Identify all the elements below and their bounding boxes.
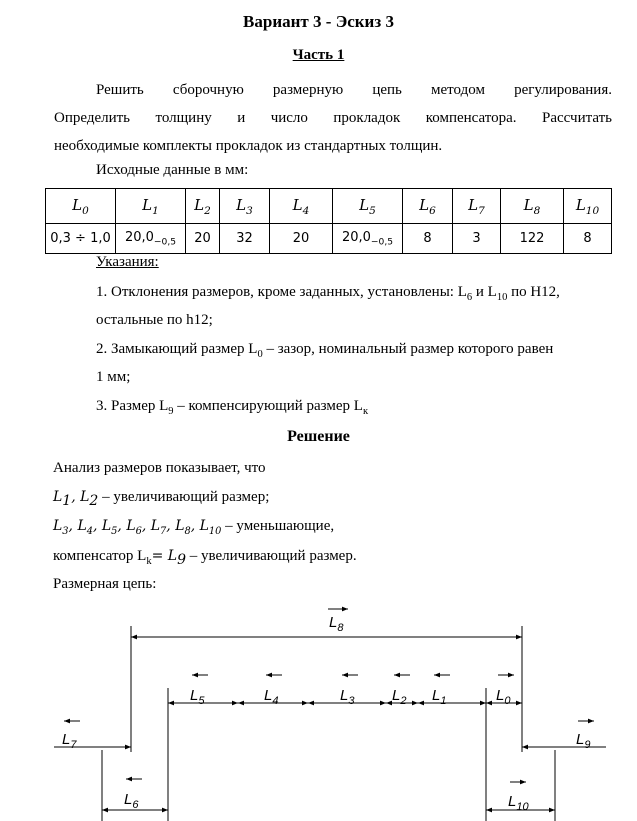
chain-label-l2: $L_2$ — [392, 687, 407, 707]
solution-line-2: $L_1$, $L_2$ – увеличивающий размер; — [53, 489, 270, 509]
chain-label-l9: $L_9$ — [576, 731, 591, 751]
chain-label-l0: $L_0$ — [496, 687, 511, 707]
part-heading: Часть 1 — [292, 47, 345, 63]
note-1-continued: остальные по h12; — [96, 312, 213, 328]
source-data-label: Исходные данные в мм: — [96, 162, 249, 178]
chain-label-l5: $L_5$ — [190, 687, 205, 707]
note-2-continued: 1 мм; — [96, 369, 131, 385]
note-1: 1. Отклонения размеров, кроме заданных, установлены: $L_6$ и $L_{10}$ по H12, — [96, 284, 560, 303]
task-line-3: необходимые комплекты прокладок из стандартных толщин. — [54, 138, 443, 154]
table-header-cell: $L_2$ — [186, 189, 220, 224]
solution-line-5: Размерная цепь: — [53, 576, 157, 592]
table-value-cell: $20,0_{-0,5}$ — [116, 224, 186, 254]
chain-label-l3: $L_3$ — [340, 687, 355, 707]
table-header-cell: $L_6$ — [403, 189, 453, 224]
chain-labels — [62, 614, 590, 813]
table-value-cell: 20 — [186, 224, 220, 254]
table-header-cell: $L_8$ — [501, 189, 564, 224]
chain-label-l8: $L_8$ — [329, 614, 344, 634]
table-value-cell: 32 — [220, 224, 270, 254]
page-title: Вариант 3 - Эскиз 3 — [243, 12, 394, 31]
table-value-row — [46, 224, 612, 254]
table-header-cell: $L_5$ — [333, 189, 403, 224]
chain-label-l10: $L_{10}$ — [508, 793, 529, 813]
table-value-cell: 0,3 ÷ 1,0 — [46, 224, 116, 254]
table-header-cell: $L_3$ — [220, 189, 270, 224]
table-header-row — [46, 189, 612, 224]
decreasing-symbols: $L_3$, $L_4$, $L_5$, $L_6$, $L_7$, $L_8$, $L_{10}$ — [53, 518, 222, 537]
extension-lines — [102, 626, 555, 821]
task-paragraph — [54, 76, 612, 160]
table-value-cell: $20,0_{-0,5}$ — [333, 224, 403, 254]
table-value-cell: 8 — [564, 224, 612, 254]
solution-heading: Решение — [287, 428, 350, 445]
chain-label-l4: $L_4$ — [264, 687, 279, 707]
task-line-2: Определить толщину и число прокладок компенсатора. Рассчитать — [54, 110, 612, 126]
table-value-cell: 8 — [403, 224, 453, 254]
task-line-1: Решить сборочную размерную цепь методом регулирования. — [96, 82, 612, 98]
dimension-chain-diagram — [0, 600, 637, 821]
table-header-cell: $L_{10}$ — [564, 189, 612, 224]
chain-label-l1: $L_1$ — [432, 687, 447, 707]
table-header-cell: $L_0$ — [46, 189, 116, 224]
note-2: 2. Замыкающий размер $L_0$ – зазор, номинальный размер которого равен — [96, 341, 554, 360]
table-header-cell: $L_4$ — [270, 189, 333, 224]
table-value-cell: 122 — [501, 224, 564, 254]
solution-line-4: компенсатор $L_k= L_9$ – увеличивающий размер. — [53, 548, 357, 568]
solution-line-1: Анализ размеров показывает, что — [53, 460, 266, 476]
chain-label-l6: $L_6$ — [124, 791, 139, 811]
table-value-cell: 3 — [453, 224, 501, 254]
chain-label-l7: $L_7$ — [62, 731, 77, 751]
table-header-cell: $L_1$ — [116, 189, 186, 224]
solution-line-3: $L_3$, $L_4$, $L_5$, $L_6$, $L_7$, $L_8$, $L_{10}$ – уменьшающие, — [53, 518, 335, 537]
dimension-lines — [54, 637, 606, 810]
table-value-cell: 20 — [270, 224, 333, 254]
vector-overbars — [64, 609, 594, 782]
table-header-cell: $L_7$ — [453, 189, 501, 224]
source-data-table — [45, 188, 612, 254]
notes-heading: Указания: — [96, 254, 159, 270]
note-3: 3. Размер $L_9$ – компенсирующий размер $L_к$ — [96, 398, 369, 417]
